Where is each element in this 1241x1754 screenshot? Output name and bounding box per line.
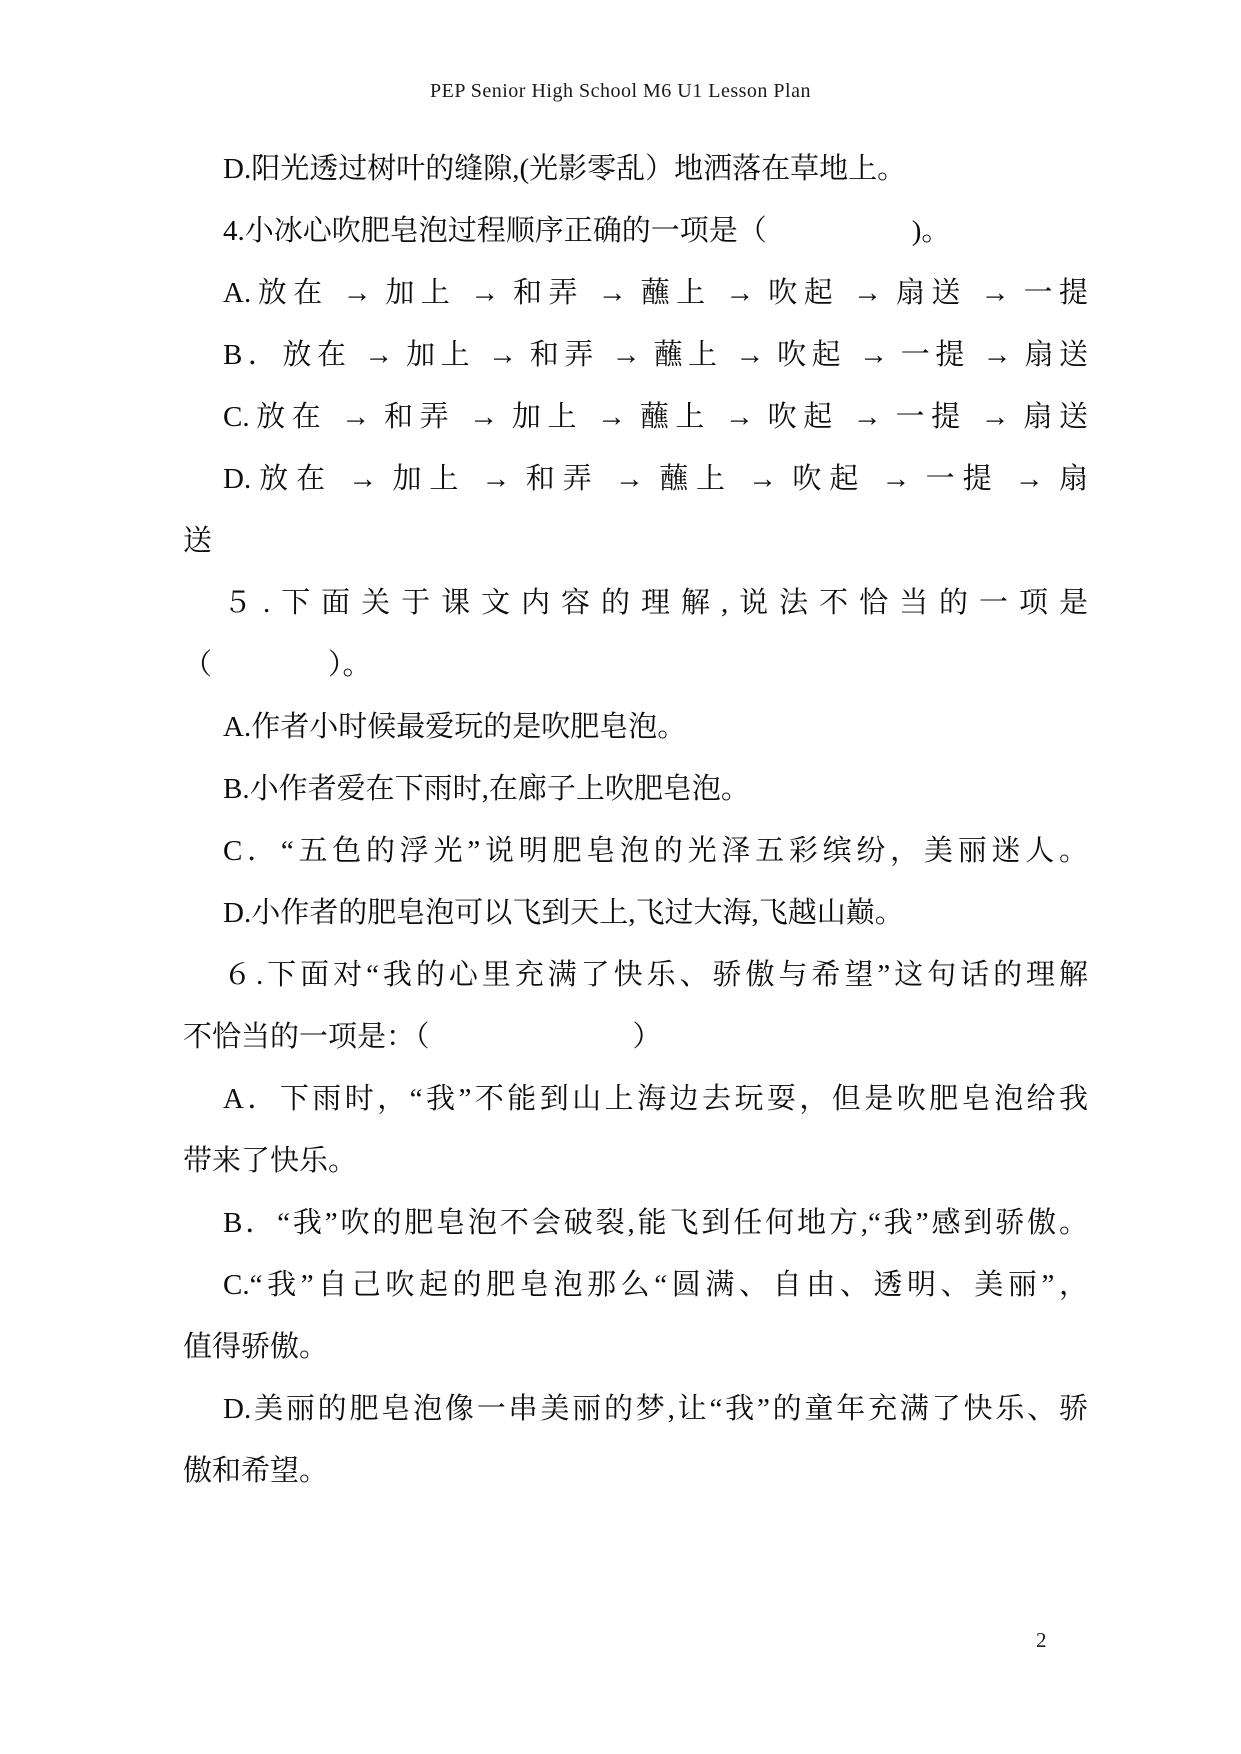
text-line: A.放在 → 加上 → 和弄 → 蘸上 → 吹起 → 扇送 → 一提 xyxy=(223,277,1088,309)
page-header: PEP Senior High School M6 U1 Lesson Plan xyxy=(430,80,811,102)
text-line: ５.下面关于课文内容的理解,说法不恰当的一项是 xyxy=(223,587,1088,619)
text-line: C．“五色的浮光”说明肥皂泡的光泽五彩缤纷，美丽迷人。 xyxy=(223,835,1088,867)
text-line: D.阳光透过树叶的缝隙,(光影零乱）地洒落在草地上。 xyxy=(223,153,907,185)
text-line: （ ）。 xyxy=(183,649,372,681)
text-line: D.小作者的肥皂泡可以飞到天上,飞过大海,飞越山巅。 xyxy=(223,897,904,929)
text-line: B.小作者爱在下雨时,在廊子上吹肥皂泡。 xyxy=(223,773,750,805)
document-body xyxy=(183,138,1088,1502)
text-line: 值得骄傲。 xyxy=(183,1331,329,1363)
text-line: A．下雨时，“我”不能到山上海边去玩耍，但是吹肥皂泡给我 xyxy=(223,1083,1088,1115)
text-line: B．“我”吹的肥皂泡不会破裂,能飞到任何地方,“我”感到骄傲。 xyxy=(223,1207,1088,1239)
text-line: A.作者小时候最爱玩的是吹肥皂泡。 xyxy=(223,711,687,743)
text-line: ６.下面对“我的心里充满了快乐、骄傲与希望”这句话的理解 xyxy=(223,959,1088,991)
text-line: 傲和希望。 xyxy=(183,1455,329,1487)
text-line: 不恰当的一项是：（ ） xyxy=(183,1021,662,1053)
text-line: C.放在 → 和弄 → 加上 → 蘸上 → 吹起 → 一提 → 扇送 xyxy=(223,401,1088,433)
text-line: 送 xyxy=(183,525,213,557)
text-line: 带来了快乐。 xyxy=(183,1145,358,1177)
text-line: 4.小冰心吹肥皂泡过程顺序正确的一项是（ )。 xyxy=(223,215,951,247)
text-line: B．放在 → 加上 → 和弄 → 蘸上 → 吹起 → 一提 → 扇送 xyxy=(223,339,1088,371)
page-number: 2 xyxy=(1036,1628,1047,1652)
text-line: D.美丽的肥皂泡像一串美丽的梦,让“我”的童年充满了快乐、骄 xyxy=(223,1393,1088,1425)
text-line: D.放在 → 加上 → 和弄 → 蘸上 → 吹起 → 一提 → 扇 xyxy=(223,463,1088,495)
text-line: C.“我”自己吹起的肥皂泡那么“圆满、自由、透明、美丽”， xyxy=(223,1269,1088,1301)
